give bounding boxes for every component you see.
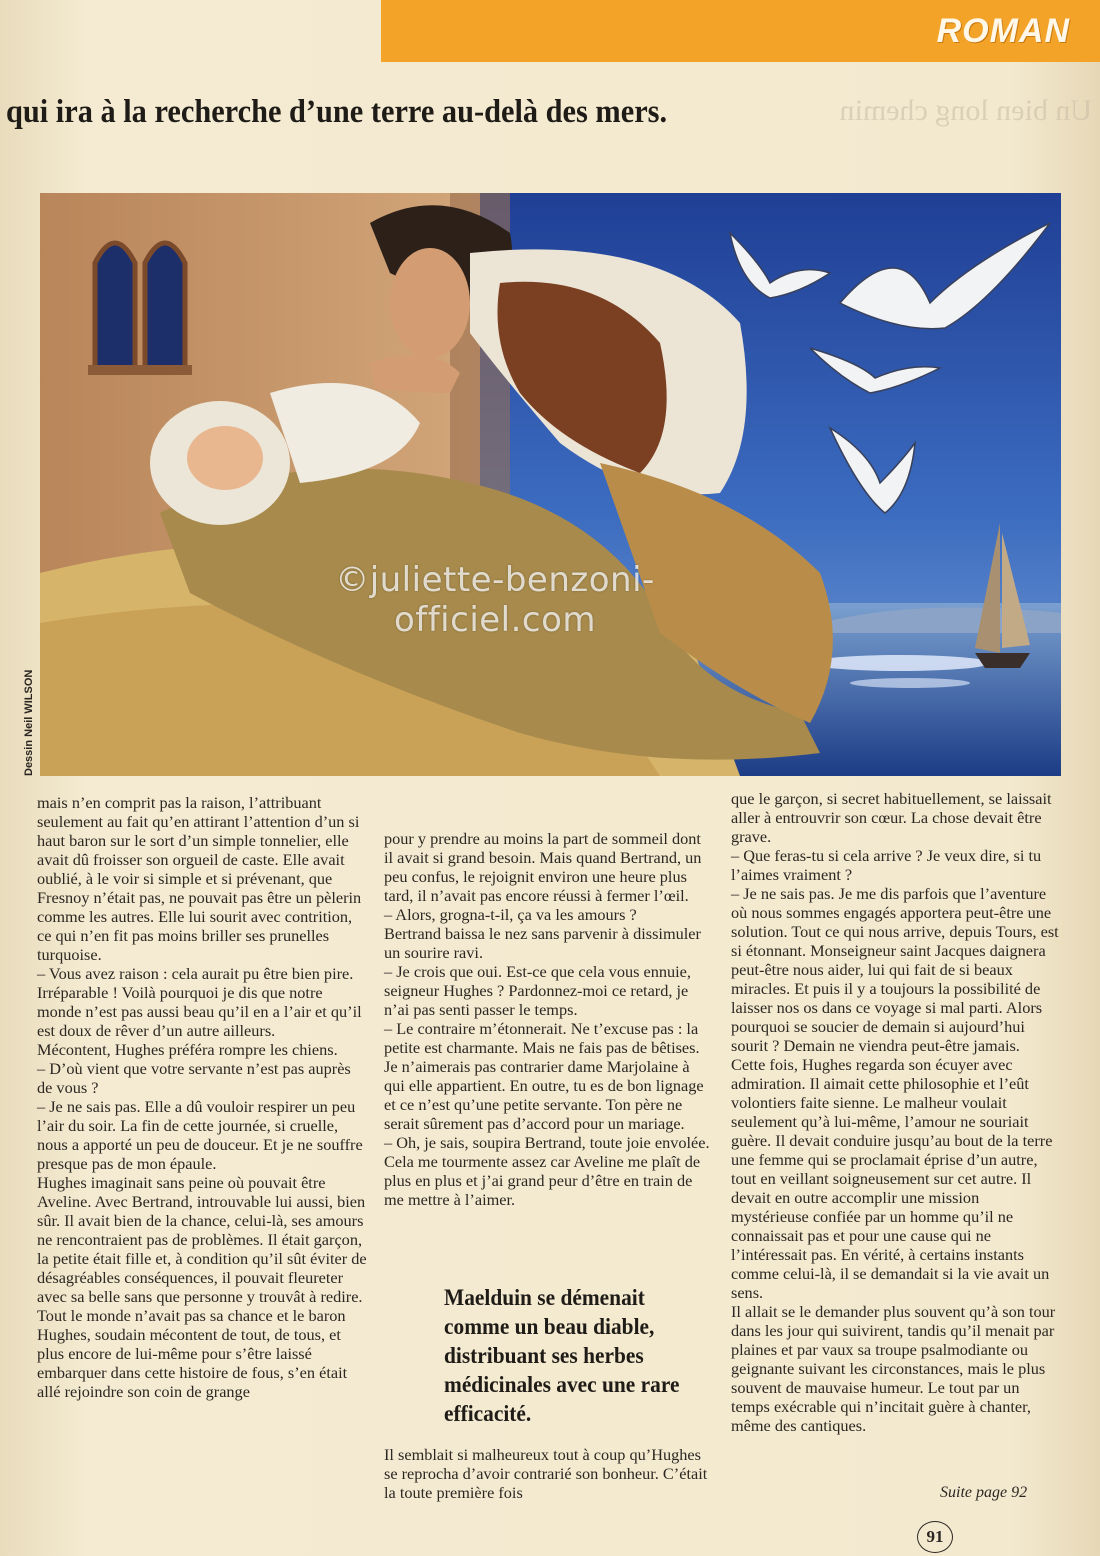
paragraph: – Alors, grogna-t-il, ça va les amours ? [384, 905, 637, 924]
illustration-painting [40, 193, 1061, 776]
paragraph: Bertrand baissa le nez sans parvenir à dissimuler un sourire ravi. [384, 924, 701, 962]
paragraph: – Je crois que oui. Est-ce que cela vous ennuie, seigneur Hughes ? Pardonnez-moi ce retard, je n’ai pas senti passer le temps. [384, 962, 691, 1019]
paragraph: – Oh, je sais, soupira Bertrand, toute joie envolée. Cela me tourmente assez car Aveline me plaît de plus en plus et j’ai grand peur d’être en train de me mettre à l’aimer. [384, 1133, 710, 1209]
paragraph: Il semblait si malheureux tout à coup qu’Hughes se reprocha d’avoir contrarié son bonheur. C’était la toute première fois [384, 1445, 708, 1502]
headline: qui ira à la recherche d’une terre au-delà des mers. [6, 94, 668, 130]
paragraph: – Je ne sais pas. Je me dis parfois que l’aventure où nous sommes engagés apportera peut-être une solution. Tout ce qui nous arrive, depuis Tours, est si étonnant. Monseigneur saint Jacques daignera peut-être nous aider, lui qui fait de si beaux miracles. Et puis il y a toujours la possibilité de laisser nos os dans ce voyage si mal parti. Alors pourquoi se soucier de demain si aujourd’hui sourit ? Demain ne viendra peut-être jamais. [731, 884, 1059, 1055]
continuation-note: Suite page 92 [940, 1484, 1028, 1501]
section-banner [381, 0, 1100, 62]
article-column-1 [37, 793, 370, 1401]
paragraph: mais n’en comprit pas la raison, l’attribuant seulement au fait qu’en attirant l’attention d’un si haut baron sur le sort d’un simple tonnelier, elle avait dû froisser son orgueil de caste. Elle avait oublié, à le voir si simple et si prévenant, que Fresnoy n’était pas, ne pouvait pas être un pèlerin comme les autres. Elle lui sourit avec contrition, ce qui n’en fit pas moins briller ses prunelles turquoise. [37, 793, 362, 964]
page-number: 91 [917, 1521, 953, 1553]
paragraph: – Que feras-tu si cela arrive ? Je veux dire, si tu l’aimes vraiment ? [731, 846, 1042, 884]
article-column-2 [384, 829, 714, 1209]
pull-quote: Maelduin se démenait comme un beau diable, distribuant ses herbes médicinales avec une rare efficacité. [444, 1285, 680, 1426]
paragraph: pour y prendre au moins la part de sommeil dont il avait si grand besoin. Mais quand Bertrand, un peu confus, le rejoignit environ une heure plus tard, il n’avait pas encore réussi à fermer l’œil. [384, 829, 702, 905]
section-label: ROMAN [936, 11, 1070, 50]
paragraph: Il allait se le demander plus souvent qu’à son tour dans les jour qui suivirent, tandis qu’il menait par plaines et par vaux sa troupe psalmodiante ou geignante suivant les circonstances, mais le plus souvent de mauvaise humeur. Le tout par un temps exécrable qui n’incitait guère à chanter, même des cantiques. [731, 1302, 1056, 1435]
paragraph: Hughes imaginait sans peine où pouvait être Aveline. Avec Bertrand, introuvable lui aussi, bien sûr. Il avait bien de la chance, celui-là, ses amours ne rencontraient pas de problèmes. Il était garçon, la petite était fille et, à condition qu’il sût éviter de désagréables conséquences, il pouvait fleureter avec sa belle sans que personne y trouvât à redire. Tout le monde n’avait pas sa chance et le baron Hughes, soudain mécontent de tout, de tous, et plus encore de lui-même pour s’être laissé embarquer dans cette histoire de fous, s’en était allé rejoindre son coin de grange [37, 1173, 367, 1401]
bleed-through-text: Un bien long chemin [839, 94, 1092, 127]
paragraph: – Le contraire m’étonnerait. Ne t’excuse pas : la petite est charmante. Mais ne fais pas de bêtises. Je n’aimerais pas contrarier dame Marjolaine à qui elle appartient. En outre, tu es de bon lignage et ce n’est qu’une petite servante. Ton père ne serait sûrement pas d’accord pour un mariage. [384, 1019, 704, 1133]
article-column-3 [731, 789, 1061, 1435]
article-column-2-end [384, 1445, 714, 1502]
illustration-credit: Dessin Neil WILSON [23, 669, 35, 776]
watermark: ©juliette-benzoni-officiel.com [335, 560, 655, 640]
paragraph: – Vous avez raison : cela aurait pu être bien pire. Irréparable ! Voilà pourquoi je dis que notre monde n’est pas aussi beau qu’il en a l’air et qu’il est doux de rêver d’un autre ailleurs. [37, 964, 362, 1040]
paragraph: que le garçon, si secret habituellement, se laissait aller à entrouvrir son cœur. La chose devait être grave. [731, 789, 1052, 846]
paragraph: Mécontent, Hughes préféra rompre les chiens. [37, 1040, 338, 1059]
illustration [40, 193, 1061, 776]
paragraph: – Je ne sais pas. Elle a dû vouloir respirer un peu l’air du soir. La fin de cette journée, si cruelle, nous a apporté un peu de douceur. Et je ne souffre presque pas de mon épaule. [37, 1097, 363, 1173]
paragraph: – D’où vient que votre servante n’est pas auprès de vous ? [37, 1059, 351, 1097]
paragraph: Cette fois, Hughes regarda son écuyer avec admiration. Il aimait cette philosophie et l’eût volontiers faite sienne. Le malheur voulait seulement qu’à lui-même, l’amour ne souriait guère. Il devait conduire jusqu’au bout de la terre une femme qui se proclamait éprise d’un autre, tout en veillant soigneusement sur cet autre. Il devait en outre accomplir une mission mystérieuse confiée par un homme qu’il ne connaissait pas et pour une cause qui ne l’intéressait pas. En vérité, à certains instants comme celui-là, il se demandait si la vie avait un sens. [731, 1055, 1053, 1302]
